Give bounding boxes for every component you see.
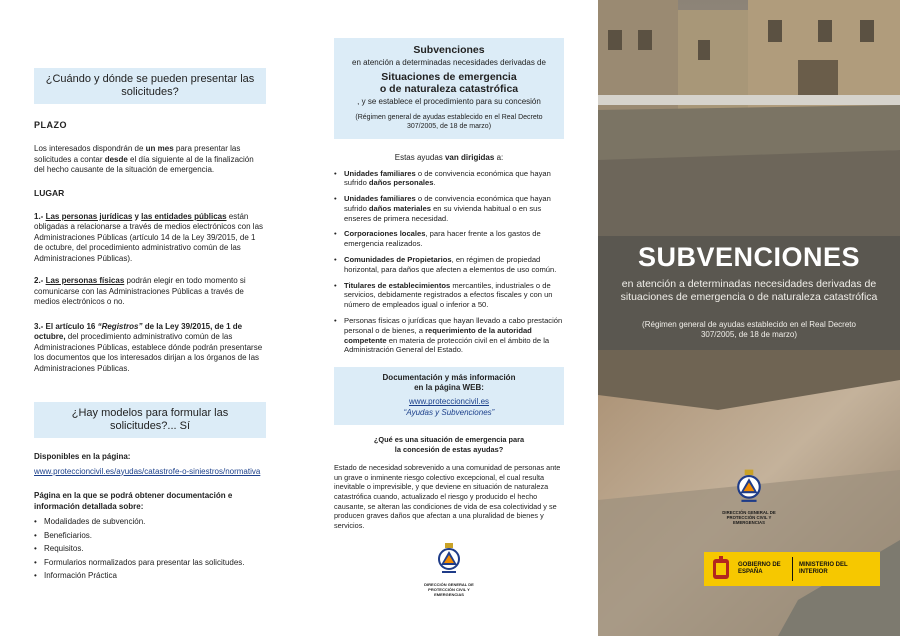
plazo-text-b: un mes: [145, 144, 174, 153]
subvenciones-box: [334, 38, 564, 139]
list-item: • Personas físicas o jurídicas que hayan llevado a cabo prestación personal o de bienes, a requerimiento de la autoridad competente en materia de protección civil en el ámbito de la Administración General del Estado.: [334, 316, 564, 355]
info-list: [34, 515, 266, 583]
plazo-text-e: el día siguiente al de la finalización del hecho causante de la situación de emergencia.: [34, 154, 254, 174]
cover-title: SUBVENCIONES: [637, 242, 861, 272]
plazo-heading: PLAZO: [34, 120, 67, 130]
item3-c: de la Ley 39/2015, de 1 de octubre,: [34, 321, 243, 341]
dirigidas-line: [334, 153, 564, 164]
cover-photo: [598, 0, 900, 636]
list-item: • Información Práctica: [34, 569, 266, 583]
item1-c: las entidades públicas: [141, 211, 227, 221]
gobierno-label: GOBIERNO DE ESPAÑA: [738, 562, 781, 575]
list-item: • Requisitos.: [34, 542, 266, 556]
civil-protection-emblem-icon: [436, 542, 462, 580]
plazo-text-a: Los interesados dispondrán de: [34, 144, 146, 153]
emergency-question: ¿Qué es una situación de emergencia para la concesión de estas ayudas?: [373, 435, 525, 454]
normativa-link[interactable]: www.proteccioncivil.es/ayudas/catastrofe-o-siniestros/normativa: [34, 466, 261, 476]
doc-title: Documentación y más información en la página WEB:: [382, 373, 516, 393]
item2-b: podrán elegir en todo momento si comunicarse con las Administraciones Públicas a través de medios electrónicos o no.: [34, 276, 246, 306]
box-note: (Régimen general de ayudas establecido en el Real Decreto 307/2005, de 18 de marzo): [355, 114, 543, 130]
list-item: • Formularios normalizados para presentar las solicitudes.: [34, 556, 266, 570]
disponibles-label: Disponibles en la página:: [34, 452, 131, 461]
dirigidas-a: Estas ayudas: [394, 153, 445, 162]
item1-num: 1.-: [34, 211, 46, 221]
models-title: ¿Hay modelos para formular las solicitudes?... Sí: [71, 407, 229, 432]
cover-note: (Régimen general de ayudas establecido en el Real Decreto 307/2005, de 18 de marzo): [642, 320, 856, 339]
plazo-text-d: desde: [104, 154, 128, 164]
list-item: • Corporaciones locales, para hacer frente a los gastos de emergencia realizados.: [334, 229, 564, 249]
plazo-text-c: para presentar las solicitudes a contar: [34, 144, 241, 164]
dgpce-text: DIRECCIÓN GENERAL DE PROTECCIÓN CIVIL Y EMERGENCIAS: [424, 582, 474, 598]
models-box: [34, 402, 266, 438]
middle-panel: [300, 0, 598, 636]
doc-sub: “Ayudas y Subvenciones”: [403, 407, 495, 417]
cover-subtitle: en atención a determinadas necesidades derivadas de situaciones de emergencia o de naturaleza catastrófica: [620, 278, 878, 303]
government-logo: [704, 552, 880, 586]
item3-d: del procedimiento administrativo común de las Administraciones Públicas, establece dónde podrán presentarse los documentos que los interesados dirijan a los órganos de las Administraciones Públicas.: [34, 332, 263, 373]
dgpce-emblem: [334, 542, 564, 597]
list-item: • Beneficiarios.: [34, 529, 266, 543]
left-panel: [0, 0, 300, 636]
item1-b: y: [132, 211, 142, 221]
proteccioncivil-link[interactable]: www.proteccioncivil.es: [408, 397, 490, 407]
dirigidas-c: a:: [494, 153, 504, 162]
item1-d: están obligadas a relacionarse a través de medios electrónicos con las Administraciones Públicas (artículo 14 de la Ley 39/2015, de 1 de octubre, del procedimiento administrativo común de las Administraciones Públicas).: [34, 211, 264, 263]
item2-num: 2.-: [34, 276, 46, 285]
beneficiaries-list: [334, 169, 564, 356]
item2-a: Las personas físicas: [45, 276, 125, 285]
lugar-item-3: [34, 322, 266, 375]
lugar-item-1: [34, 212, 266, 265]
list-item: • Modalidades de subvención.: [34, 515, 266, 529]
when-where-title: ¿Cuándo y dónde se pueden presentar las solicitudes?: [45, 73, 255, 98]
spain-coat-of-arms-icon: [710, 556, 732, 582]
cover-panel: [598, 0, 900, 636]
emergency-definition: Estado de necesidad sobrevenido a una comunidad de personas ante un grave o inminente riesgo colectivo excepcional, el cual resulta inevitable o imprevisible, y que deviene en situación de naturaleza catastrófica cuando, actualizado el riesgo y producido el hecho causante, se alteran las condiciones de vida de esa colectividad y se producen graves daños que afectan a una pluralidad de bienes y servicios.: [334, 463, 561, 530]
list-item: • Unidades familiares o de convivencia económica que hayan sufrido daños personales.: [334, 169, 564, 189]
list-item: • Titulares de establecimientos mercantiles, industriales o de servicios, debidamente registrados a efectos fiscales y con un número de empleados igual o inferior a 50.: [334, 281, 564, 310]
list-item: • Comunidades de Propietarios, en régimen de propiedad horizontal, para daños que afecten a elementos de uso común.: [334, 255, 564, 275]
cover-emblem-text: DIRECCIÓN GENERAL DE PROTECCIÓN CIVIL Y EMERGENCIAS: [722, 510, 776, 526]
item1-a: Las personas jurídicas: [45, 211, 133, 221]
when-where-box: [34, 68, 266, 104]
dirigidas-b: van dirigidas: [444, 153, 495, 162]
ministerio-label: MINISTERIO DEL INTERIOR: [799, 562, 848, 575]
list-item: • Unidades familiares o de convivencia económica que hayan sufrido daños materiales en su vivienda habitual o en sus enseres de primera necesidad.: [334, 194, 564, 223]
box-big2: o de naturaleza catastrófica: [379, 82, 519, 95]
documentation-box: [334, 367, 564, 425]
box-title: Subvenciones: [413, 44, 485, 56]
civil-protection-emblem-icon: [735, 468, 763, 510]
box-sub2: , y se establece el procedimiento para su concesión: [357, 96, 541, 106]
plazo-text: [34, 144, 266, 176]
box-big1: Situaciones de emergencia: [381, 70, 517, 83]
pagina-text: Página en la que se podrá obtener documentación e información detallada sobre:: [34, 491, 233, 511]
lugar-heading: LUGAR: [34, 187, 65, 198]
cover-emblem: [719, 468, 779, 526]
box-sub1: en atención a determinadas necesidades derivadas de: [352, 58, 546, 67]
item3-b: “Registros”: [97, 321, 143, 331]
lugar-item-2: [34, 276, 266, 308]
item3-a: 3.- El artículo 16: [34, 321, 98, 331]
